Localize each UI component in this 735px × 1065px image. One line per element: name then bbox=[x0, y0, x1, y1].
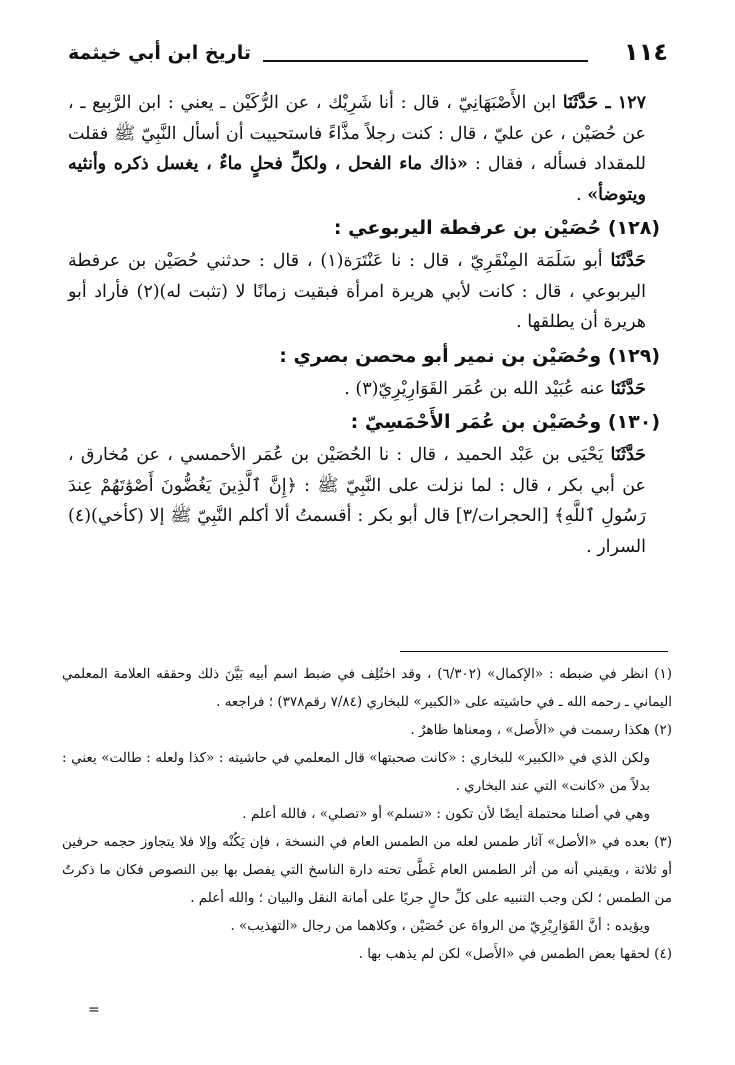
hadith-127 bbox=[68, 88, 668, 210]
narrator-heading-128: (١٢٨) حُصَيْن بن عرفطة اليربوعي : bbox=[333, 217, 660, 239]
narrator-heading-129: (١٢٩) وحُصَيْن بن نمير أبو محصن بصري : bbox=[279, 344, 660, 367]
narrator-heading-130: (١٣٠) وحُصَيْن بن عُمَر الأَحْمَسِيّ : bbox=[350, 411, 660, 433]
footnote-3: (٣) بعده في «الأصل» آثار طمس لعله من الطمس العام في النسخة ، فإن يَكُنْه وإلا فلا يتجاوز حجمه حرفين أو ثلاثة ، ويقيني أنه من أثر الطمس العام غَطَّى تحته دارة الناسخ التي يفصل بها بين النصوص فكان ما ذكرتُ من الطمس ؛ لكن وجب التنبيه على كلِّ حالٍ جريًا على أمانة النقل والبيان ؛ والله أعلم . bbox=[62, 834, 672, 906]
footnote-divider bbox=[400, 651, 668, 652]
footnote-2-continuation: ولكن الذي في «الكبير» للبخاري : «كانت صحبتها» قال المعلمي في حاشيته : «كذا ولعله : طالت» يعني : بدلاً من «كانت» التي عند البخاري . bbox=[62, 750, 650, 794]
hadith-text: ابن الأَصْبَهَانِيّ ، قال : أنا شَرِيْك ، عن الرُّكَيْن ـ يعني : ابن الرَّبِيع ـ ، عن حُصَيْن ، عن عليّ ، قال : كنت رجلاً مذَّاءً فاستحييت أن أسأل النَّبِيّ ﷺ فقلت للمقداد فسأله ، فقال : bbox=[68, 93, 646, 174]
hadith-tail: . bbox=[576, 184, 588, 205]
hadith-lead: حَدَّثَنَا bbox=[610, 445, 646, 465]
hadith-lead: حَدَّثَنَا bbox=[610, 378, 646, 399]
hadith-lead: حَدَّثَنَا bbox=[610, 251, 646, 271]
hadith-matn: «ذاك ماء الفحل ، ولكلِّ فحلٍ ماءٌ ، يغسل ذكره وأنثيه ويتوضأ» bbox=[68, 154, 646, 205]
footnote-4: (٤) لحقها بعض الطمس في «الأَصل» لكن لم يذهب بها . bbox=[358, 946, 672, 962]
header-rule bbox=[263, 60, 588, 62]
hadith-lead: ١٢٧ ـ حَدَّثَنَا bbox=[562, 93, 646, 113]
hadith-130 bbox=[68, 440, 668, 562]
hadith-128 bbox=[68, 246, 668, 338]
main-text bbox=[68, 88, 668, 562]
footnote-2-continuation: وهي في أصلنا محتملة أيضًا لأن تكون : «تسلم» أو «تصلي» ، فالله أعلم . bbox=[242, 806, 650, 822]
page-number: ١١٤ bbox=[624, 38, 668, 66]
footnotes bbox=[62, 660, 672, 968]
hadith-129 bbox=[68, 374, 668, 405]
continuation-mark: = bbox=[88, 1002, 100, 1018]
hadith-text: يَحْيَى بن عَبْد الحميد ، قال : نا الحُصَيْن بن عُمَر الأحمسي ، عن مُخارق ، عن أبي بكر ، قال : لما نزلت على النَّبِيّ ﷺ : ﴿إِنَّ ٱلَّذِينَ يَغُضُّونَ أَصْوَٰتَهُمْ عِندَ رَسُولِ ٱللَّهِ﴾ [الحجرات/٣] قال أبو بكر : أقسمتُ ألا أكلم النَّبِيّ ﷺ إلا (كأخي)(٤) السرار . bbox=[68, 445, 646, 557]
hadith-text: أبو سَلَمَة المِنْقَرِيّ ، قال : نا عَنْتَرَة(١) ، قال : حدثني حُصَيْن بن عرفطة اليربوعي ، قال : كانت لأبي هريرة امرأة فبقيت زمانًا لا (تثبت له)(٢) فأراد أبو هريرة أن يطلقها . bbox=[68, 251, 647, 332]
footnote-3-continuation: ويؤيده : أنَّ القَوَارِيْرِيّ من الرواة عن حُصَيْن ، وكلاهما من رجال «التهذيب» . bbox=[230, 918, 650, 934]
page-header bbox=[68, 38, 668, 78]
footnote-2: (٢) هكذا رسمت في «الأَصل» ، ومعناها ظاهرٌ . bbox=[410, 722, 672, 738]
footnote-1: (١) انظر في ضبطه : «الإكمال» (٦/٣٠٢) ، وقد اختُلِف في ضبط اسم أبيه بَيَّنَ ذلك وحققه العلامة المعلمي اليماني ـ رحمه الله ـ في حاشيته على «الكبير» للبخاري (٧/٨٤ رقم٣٧٨) ؛ فراجعه . bbox=[62, 666, 672, 710]
hadith-text: عنه عُبَيْد الله بن عُمَر القَوَارِيْرِيّ(٣) . bbox=[344, 378, 611, 399]
running-title: تاريخ ابن أبي خيثمة bbox=[68, 42, 251, 64]
